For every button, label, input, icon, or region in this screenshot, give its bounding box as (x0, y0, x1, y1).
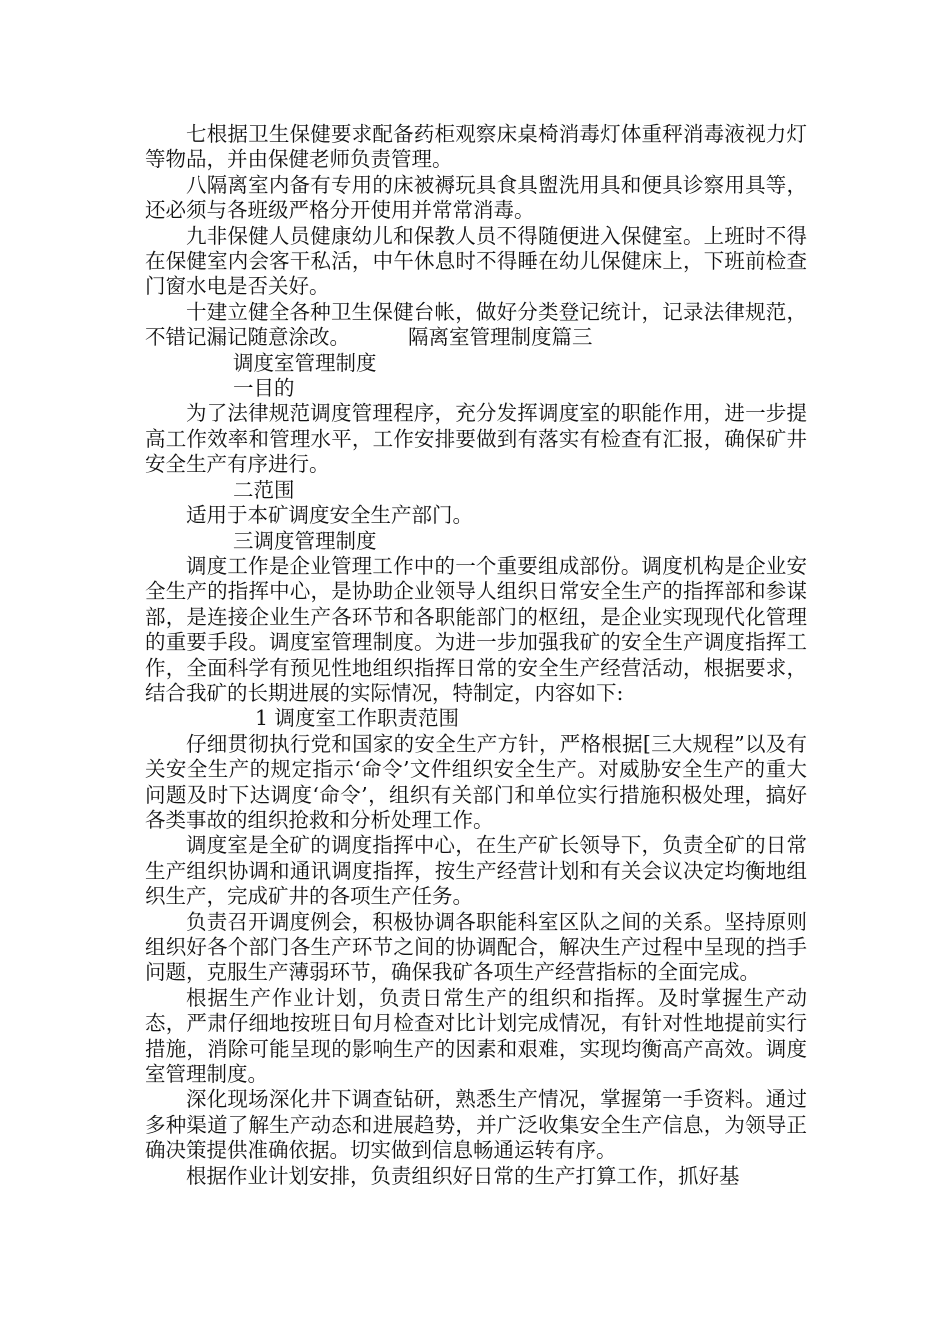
purpose-paragraph: 为了法律规范调度管理程序，充分发挥调度室的职能作用，进一步提高工作效率和管理水平，工作安排要做到有落实有检查有汇报，确保矿井安全生产有序进行。 (145, 401, 807, 477)
document-body (145, 122, 807, 1189)
heading-duties: 1 调度室工作职责范围 (255, 706, 460, 731)
paragraph-seven: 七根据卫生保健要求配备药柜观察床桌椅消毒灯体重秤消毒液视力灯等物品，并由保健老师负责管理。 (145, 122, 807, 172)
duty-paragraph: 负责召开调度例会，积极协调各职能科室区队之间的关系。坚持原则组织好各个部门各生产环节之间的协调配合，解决生产过程中呈现的挡手问题，克服生产薄弱环节，确保我矿各项生产经营指标的全面完成。 (145, 909, 807, 985)
duty-paragraph: 根据作业计划安排，负责组织好日常的生产打算工作，抓好基 (186, 1163, 740, 1188)
scope-paragraph: 适用于本矿调度安全生产部门。 (186, 503, 473, 528)
paragraph-ten-text: 十建立健全各种卫生保健台帐，做好分类登记统计，记录法律规范，不错记漏记随意涂改。 (145, 299, 807, 350)
heading-main: 调度室管理制度 (233, 350, 377, 375)
duty-paragraph: 根据生产作业计划，负责日常生产的组织和指挥。及时掌握生产动态，严肃仔细地按班日旬月检查对比计划完成情况，有针对性地提前实行措施，消除可能呈现的影响生产的因素和艰难，实现均衡高产高效。调度室管理制度。 (145, 985, 807, 1087)
system-paragraph: 调度工作是企业管理工作中的一个重要组成部份。调度机构是企业安全生产的指挥中心，是协助企业领导人组织日常安全生产的指挥部和参谋部，是连接企业生产各环节和各职能部门的枢纽，是企业实现现代化管理的重要手段。调度室管理制度。为进一步加强我矿的安全生产调度指挥工作，全面科学有预见性地组织指挥日常的安全生产经营活动，根据要求，结合我矿的长期进展的实际情况，特制定，内容如下: (145, 553, 807, 705)
duty-paragraph: 仔细贯彻执行党和国家的安全生产方针，严格根据[三大规程”以及有关安全生产的规定指示‘命令’文件组织安全生产。对威胁安全生产的重大问题及时下达调度‘命令’，组织有关部门和单位实行措施积极处理，搞好各类事故的组织抢救和分析处理工作。 (145, 731, 807, 832)
paragraph-nine: 九非保健人员健康幼儿和保教人员不得随便进入保健室。上班时不得在保健室内会客干私活，中午休息时不得睡在幼儿保健床上，下班前检查门窗水电是否关好。 (145, 223, 807, 299)
duty-paragraph: 调度室是全矿的调度指挥中心，在生产矿长领导下，负责全矿的日常生产组织协调和通讯调度指挥，按生产经营计划和有关会议决定均衡地组织生产，完成矿井的各项生产任务。 (145, 833, 807, 909)
section-title-inline: 隔离室管理制度篇三 (408, 325, 593, 350)
heading-scope: 二范围 (233, 477, 295, 502)
paragraph-eight: 八隔离室内备有专用的床被褥玩具食具盥洗用具和便具诊察用具等，还必须与各班级严格分开使用并常常消毒。 (145, 172, 807, 223)
duty-paragraph: 深化现场深化井下调查钻研，熟悉生产情况，掌握第一手资料。通过多种渠道了解生产动态和进展趋势，并广泛收集安全生产信息，为领导正确决策提供准确依据。切实做到信息畅通运转有序。 (145, 1087, 807, 1163)
heading-purpose: 一目的 (233, 376, 295, 401)
paragraph-ten (145, 300, 807, 351)
heading-system: 三调度管理制度 (233, 528, 377, 553)
